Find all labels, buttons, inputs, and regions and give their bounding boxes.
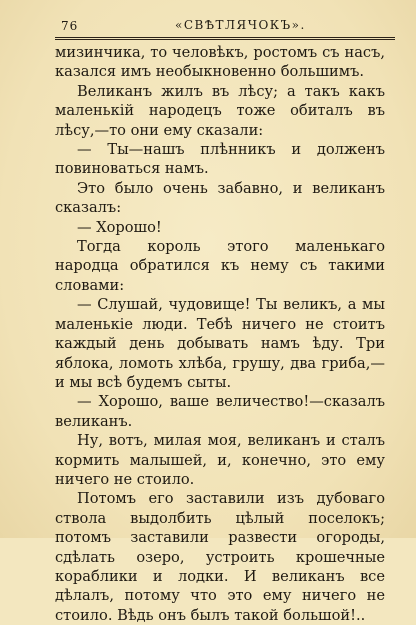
page-number: 76 [61, 19, 79, 33]
paragraph: — Хорошо, ваше величество!—сказалъ великанъ. [55, 393, 385, 430]
header-rule [55, 37, 395, 40]
paragraph: — Хорошо! [77, 218, 162, 236]
paragraph: Это было очень забавно, и великанъ сказалъ: [55, 179, 385, 217]
paragraph: Потомъ его заставили изъ дубоваго ствола выдолбить цѣлый поселокъ; потомъ заставили развести огороды, сдѣлать озеро, устроить крошечные кораблики и лодки. И великанъ все дѣлалъ, потому что это ему ничего не стоило. Вѣдь онъ былъ такой большой!.. [55, 490, 385, 624]
paragraph: Великанъ жилъ въ лѣсу; а такъ какъ маленькій народецъ тоже обиталъ въ лѣсу,—то они ему сказали: [55, 82, 385, 139]
paragraph: Тогда король этого маленькаго народца обратился къ нему съ такими словами: [55, 238, 385, 294]
running-title: «СВѢТЛЯЧОКЪ». [175, 18, 306, 32]
page-header [55, 15, 395, 35]
paragraph: — Ты—нашъ плѣнникъ и долженъ повиноваться намъ. [55, 141, 385, 178]
paragraph: Ну, вотъ, милая моя, великанъ и сталъ кормить малышей, и, конечно, это ему ничего не стоило. [55, 432, 385, 488]
paragraph: мизинчика, то человѣкъ, ростомъ съ насъ, казался имъ необыкновенно большимъ. [55, 44, 385, 81]
paragraph: — Слушай, чудовище! Ты великъ, а мы маленькіе люди. Тебѣ ничего не стоитъ каждый день добывать намъ ѣду. Три яблока, ломоть хлѣба, грушу, два гриба,—и мы всѣ будемъ сыты. [55, 296, 385, 391]
